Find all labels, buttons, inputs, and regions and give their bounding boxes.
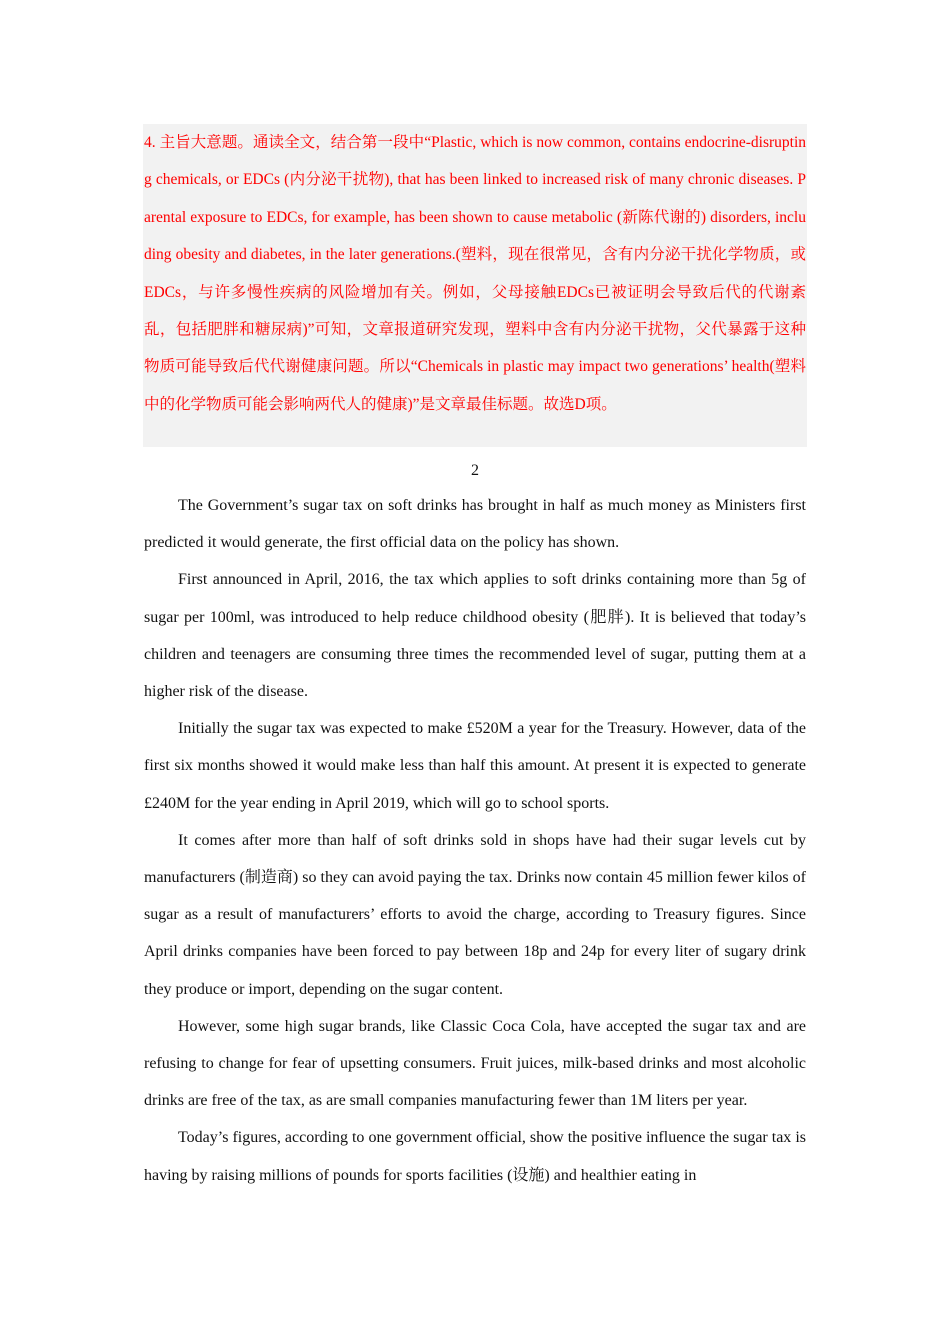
passage-paragraph-4: It comes after more than half of soft drinks sold in shops have had their sugar levels cut by manufacturers (制造商) so they can avoid paying the tax. Drinks now contain 45 million fewer kilos of sugar as a result of manufacturers’ efforts to avoid the charge, according to Treasury figures. Since April drinks companies have been forced to pay between 18p and 24p for every liter of sugary drink they produce or import, depending on the sugar content. — [144, 831, 806, 998]
answer-explanation-text: 4. 主旨大意题。通读全文，结合第一段中“Plastic, which is now common, contains endocrine-disrupting chemicals, or EDCs (内分泌干扰物), that has been linked to increased risk of many chronic diseases. Parental exposure to EDCs, for example, has been shown to cause metabolic (新陈代谢的) disorders, including obesity and diabetes, in the later generations.(塑料，现在很常见，含有内分泌干扰化学物质，或EDCs，与许多慢性疾病的风险增加有关。例如，父母接触EDCs已被证明会导致后代的代谢紊乱，包括肥胖和糖尿病)”可知，文章报道研究发现，塑料中含有内分泌干扰物，父代暴露于这种物质可能导致后代代谢健康问题。所以“Chemicals in plastic may impact two generations’ health(塑料中的化学物质可能会影响两代人的健康)”是文章最佳标题。故选D项。 — [144, 134, 806, 413]
section-number: 2 — [471, 462, 479, 479]
reading-passage — [144, 487, 806, 1194]
answer-explanation-box — [143, 124, 807, 447]
passage-paragraph-1: The Government’s sugar tax on soft drinks has brought in half as much money as Ministers first predicted it would generate, the first official data on the policy has shown. — [144, 497, 806, 552]
passage-paragraph-6: Today’s figures, according to one government official, show the positive influence the sugar tax is having by raising millions of pounds for sports facilities (设施) and healthier eating in — [144, 1129, 806, 1184]
passage-paragraph-5: However, some high sugar brands, like Classic Coca Cola, have accepted the sugar tax and are refusing to change for fear of upsetting consumers. Fruit juices, milk-based drinks and most alcoholic drinks are free of the tax, as are small companies manufacturing fewer than 1M liters per year. — [144, 1017, 806, 1110]
passage-paragraph-3: Initially the sugar tax was expected to make £520M a year for the Treasury. However, data of the first six months showed it would make less than half this amount. At present it is expected to generate £240M for the year ending in April 2019, which will go to school sports. — [144, 720, 806, 812]
passage-paragraph-2: First announced in April, 2016, the tax which applies to soft drinks containing more than 5g of sugar per 100ml, was introduced to help reduce childhood obesity (肥胖). It is believed that today’s children and teenagers are consuming three times the recommended level of sugar, putting them at a higher risk of the disease. — [144, 571, 806, 701]
